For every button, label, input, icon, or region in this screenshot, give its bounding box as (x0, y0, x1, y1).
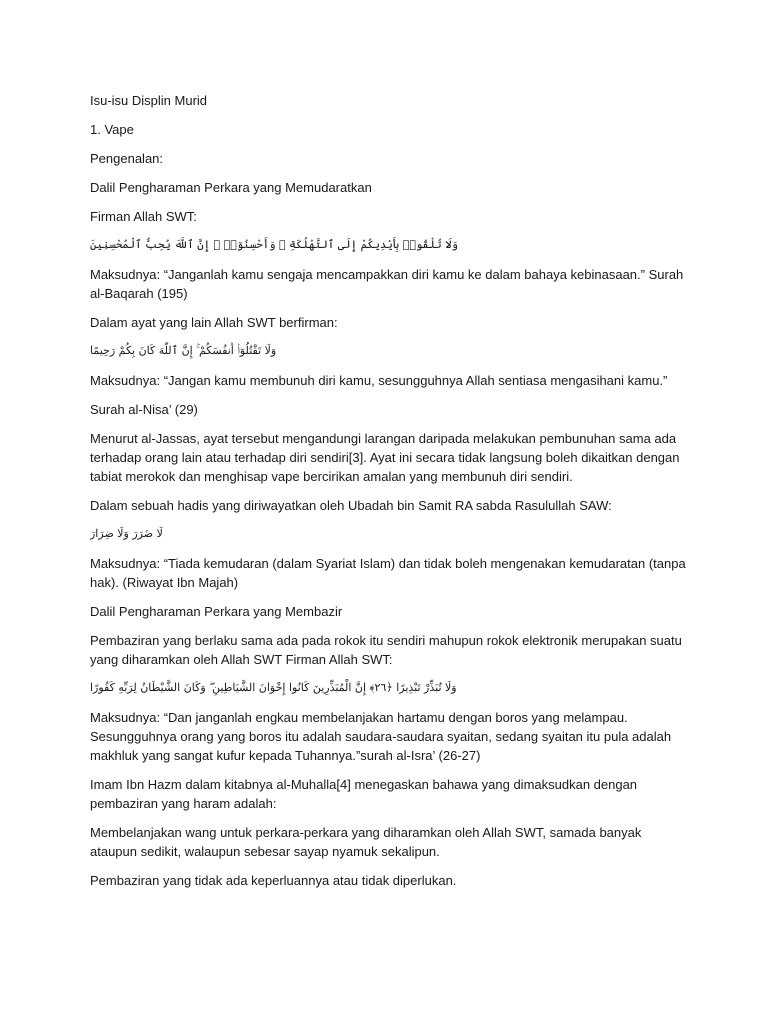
maksud-hadith: Maksudnya: “Tiada kemudaran (dalam Syariat Islam) dan tidak boleh mengenakan kemudaratan (tanpa hak). (Riwayat Ibn Majah) (90, 556, 686, 590)
heading-mudarat: Dalil Pengharaman Perkara yang Memudaratkan (90, 180, 372, 195)
document-body (90, 91, 690, 900)
surah-nisa-ref: Surah al-Nisa’ (29) (90, 402, 198, 417)
ibn-hazm-paragraph: Imam Ibn Hazm dalam kitabnya al-Muhalla[4] menegaskan bahawa yang dimaksudkan dengan pembaziran yang haram adalah: (90, 777, 638, 811)
jassas-paragraph: Menurut al-Jassas, ayat tersebut mengandungi larangan daripada melakukan pembunuhan sama ada terhadap orang lain atau terhadap diri sendiri[3]. Ayat ini secara tidak langsung boleh dikaitkan dengan tabiat merokok dan menghisap vape bercirikan amalan yang membunuh diri sendiri. (90, 431, 680, 484)
heading-bazir: Dalil Pengharaman Perkara yang Membazir (90, 604, 343, 619)
arabic-hadith: لَا ضَرَرَ وَلَا ضِرَارَ (90, 527, 163, 540)
maksud-baqarah: Maksudnya: “Janganlah kamu sengaja mencampakkan diri kamu ke dalam bahaya kebinasaan.” Surah al-Baqarah (195) (90, 267, 684, 301)
maksud-nisa: Maksudnya: “Jangan kamu membunuh diri kamu, sesungguhnya Allah sentiasa mengasihani kamu.” (90, 373, 668, 388)
firman-intro: Firman Allah SWT: (90, 209, 197, 224)
maksud-isra: Maksudnya: “Dan janganlah engkau membelanjakan hartamu dengan boros yang melampau. Sesungguhnya orang yang boros itu adalah saudara-saudara syaitan, sedang syaitan itu pula adalah makhluk yang sangat kufur kepada Tuhannya.”surah al-Isra’ (26-27) (90, 710, 672, 763)
pengenalan-label: Pengenalan: (90, 151, 164, 166)
ayat-lain-intro: Dalam ayat yang lain Allah SWT berfirman: (90, 315, 338, 330)
section-heading-vape: 1. Vape (90, 122, 134, 137)
belanja-paragraph: Membelanjakan wang untuk perkara-perkara yang diharamkan oleh Allah SWT, samada banyak ataupun sedikit, walaupun sebesar sayap nyamuk sekalipun. (90, 825, 642, 859)
tidak-perlu-paragraph: Pembaziran yang tidak ada keperluannya atau tidak diperlukan. (90, 873, 457, 888)
arabic-verse-baqarah: وَلَا تُلْقُوا۟ بِأَيْدِيكُمْ إِلَى ٱلتَّهْلُكَةِ ۛ وَأَحْسِنُوٓا۟ ۛ إِنَّ ٱللَّهَ يُحِبُّ ٱلْمُحْسِنِينَ (90, 238, 459, 251)
arabic-verse-isra: وَلَا تُبَذِّرْ تَبْذِيرًا ﴿٢٦﴾ إِنَّ الْمُبَذِّرِينَ كَانُوا إِخْوَانَ الشَّيَاطِينِ ۖ وَكَانَ الشَّيْطَانُ لِرَبِّهِ كَفُورًا (90, 681, 457, 694)
hadis-intro: Dalam sebuah hadis yang diriwayatkan oleh Ubadah bin Samit RA sabda Rasulullah SAW: (90, 498, 612, 513)
pembaziran-paragraph: Pembaziran yang berlaku sama ada pada rokok itu sendiri mahupun rokok elektronik merupakan suatu yang diharamkan oleh Allah SWT Firman Allah SWT: (90, 633, 682, 667)
document-title: Isu-isu Displin Murid (90, 93, 208, 108)
arabic-verse-nisa: وَلَا تَقْتُلُوٓا۟ أَنفُسَكُمْ ۚ إِنَّ ٱللَّهَ كَانَ بِكُمْ رَحِيمًا (90, 344, 277, 357)
